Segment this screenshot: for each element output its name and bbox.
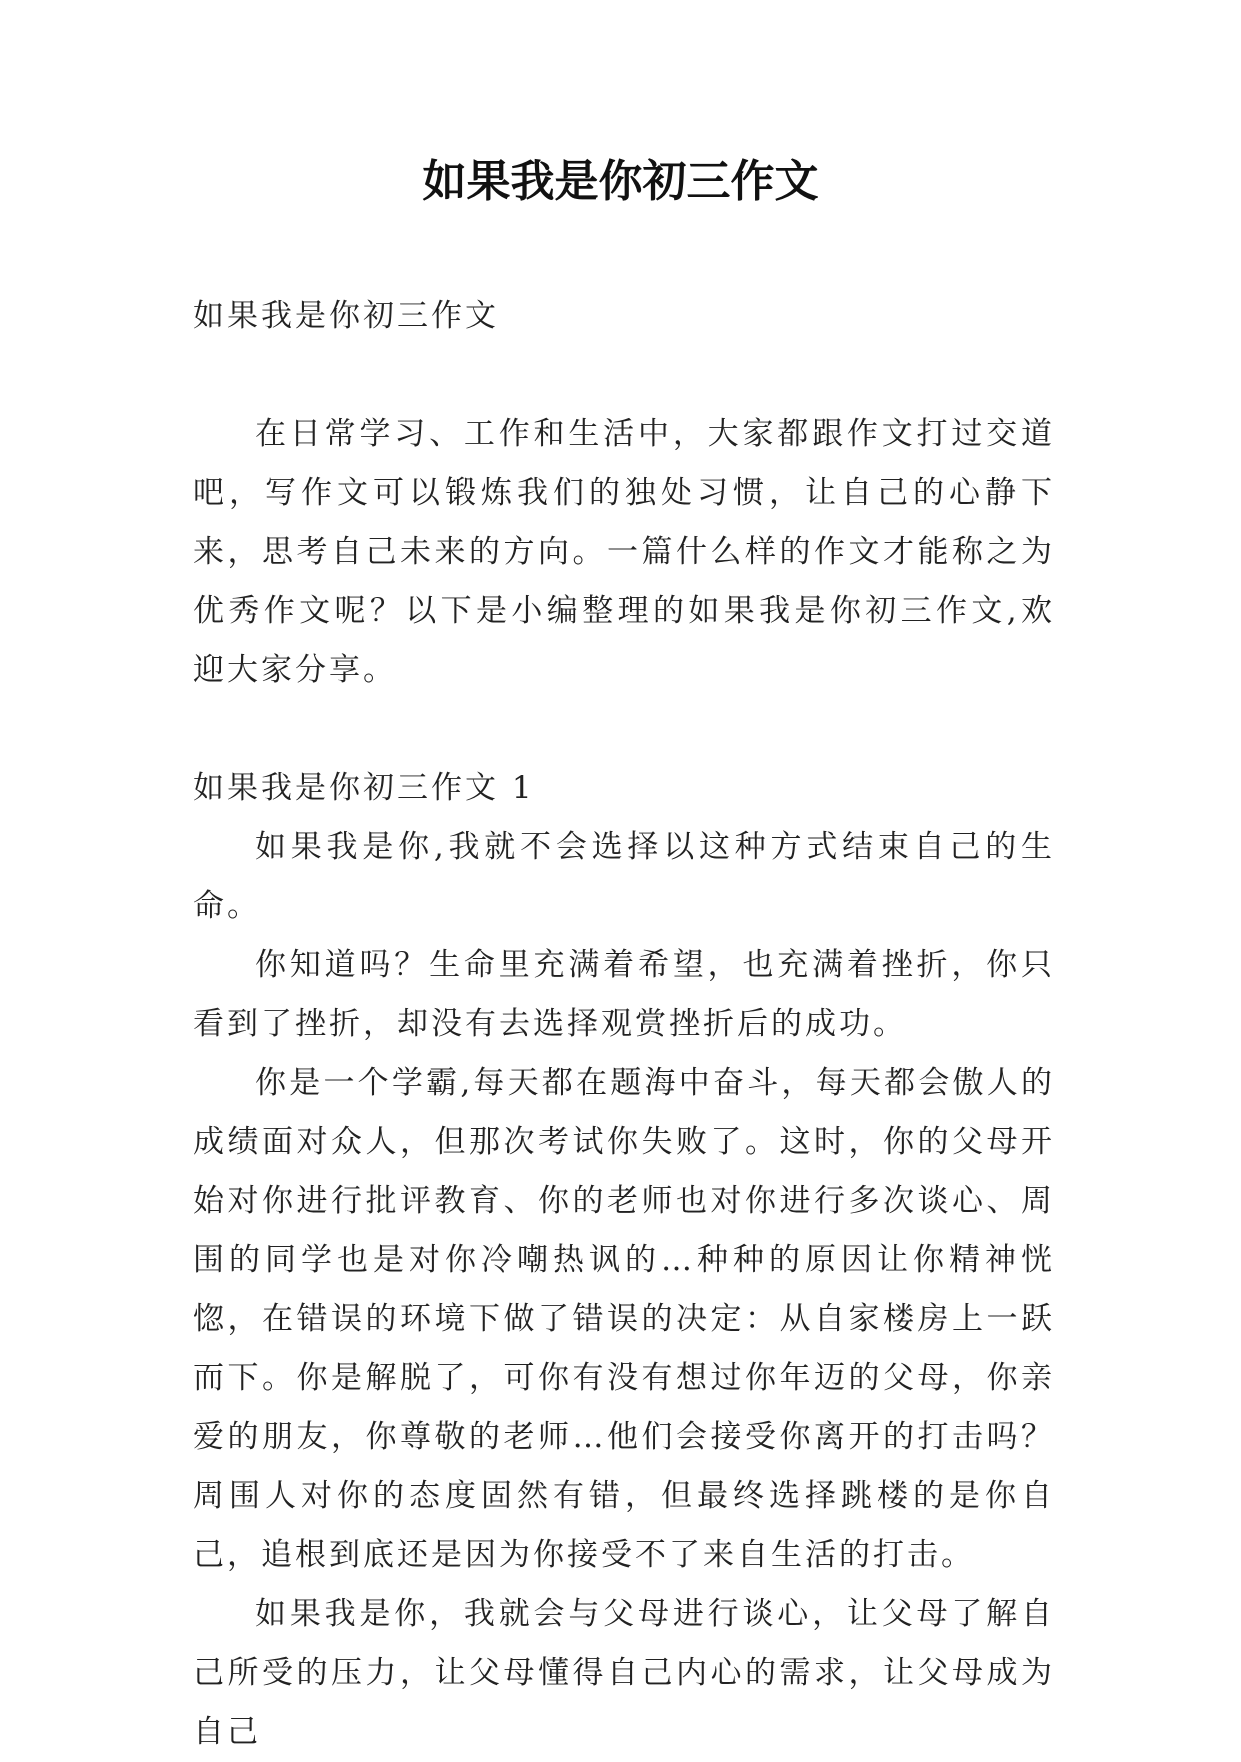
document-subtitle: 如果我是你初三作文 — [193, 298, 499, 334]
document-body — [193, 287, 1055, 1762]
document-title: 如果我是你初三作文 — [422, 156, 819, 207]
intro-paragraph: 在日常学习、工作和生活中，大家都跟作文打过交道吧，写作文可以锻炼我们的独处习惯，让自己的心静下来，思考自己未来的方向。一篇什么样的作文才能称之为优秀作文呢？以下是小编整理的如果我是你初三作文,欢迎大家分享。 — [193, 416, 1055, 688]
body-paragraph: 你是一个学霸,每天都在题海中奋斗，每天都会傲人的成绩面对众人，但那次考试你失败了。这时，你的父母开始对你进行批评教育、你的老师也对你进行多次谈心、周围的同学也是对你冷嘲热讽的…种种的原因让你精神恍惚，在错误的环境下做了错误的决定：从自家楼房上一跃而下。你是解脱了，可你有没有想过你年迈的父母，你亲爱的朋友，你尊敬的老师…他们会接受你离开的打击吗？周围人对你的态度固然有错，但最终选择跳楼的是你自己，追根到底还是因为你接受不了来自生活的打击。 — [193, 1065, 1055, 1573]
body-paragraph: 如果我是你,我就不会选择以这种方式结束自己的生命。 — [193, 829, 1055, 924]
section-heading: 如果我是你初三作文 1 — [193, 770, 535, 806]
body-paragraph: 你知道吗？生命里充满着希望，也充满着挫折，你只看到了挫折，却没有去选择观赏挫折后的成功。 — [193, 947, 1055, 1042]
body-paragraph: 如果我是你，我就会与父母进行谈心，让父母了解自己所受的压力，让父母懂得自己内心的需求，让父母成为自己 — [193, 1596, 1055, 1750]
